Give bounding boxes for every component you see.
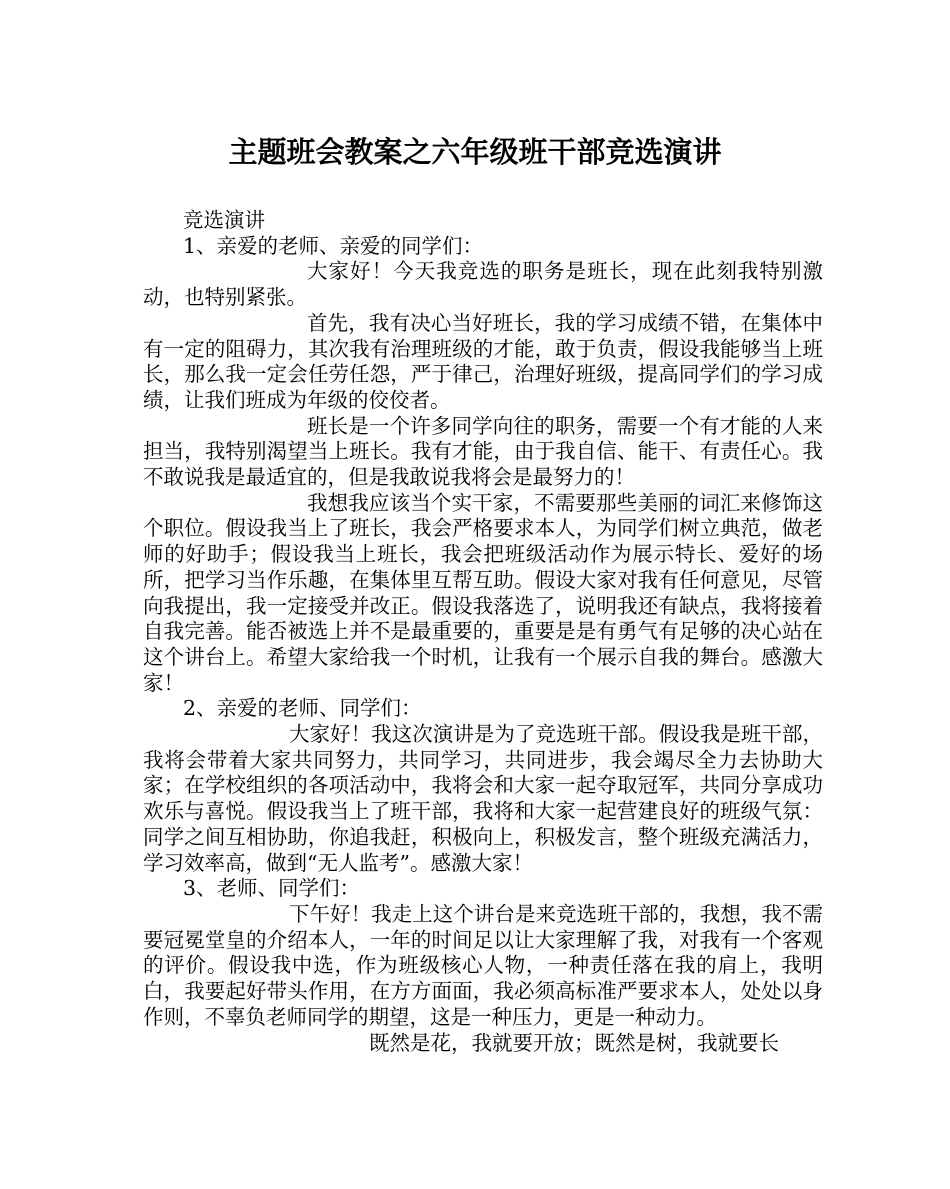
speech-3-heading: 3、老师、同学们： [183, 876, 361, 901]
speech-1-paragraph: 班长是一个许多同学向往的职务，需要一个有才能的人来担当，我特别渴望当上班长。我有才能，由于我自信、能干、有责任心。我不敢说我是最适宜的，但是我敢说我将会是最努力的！ [143, 413, 823, 490]
speech-3-paragraph: 下午好！我走上这个讲台是来竞选班干部的，我想，我不需要冠冕堂皇的介绍本人，一年的时间足以让大家理解了我，对我有一个客观的评价。假设我中选，作为班级核心人物，一种责任落在我的肩上，我明白，我要起好带头作用，在方方面面，我必须高标准严要求本人，处处以身作则，不辜负老师同学的期望，这是一种压力，更是一种动力。 [143, 901, 823, 1029]
section-label: 竞选演讲 [183, 208, 265, 232]
speech-3-paragraph: 既然是花，我就要开放；既然是树，我就要长 [369, 1030, 779, 1055]
speech-1-paragraph: 首先，我有决心当好班长，我的学习成绩不错，在集体中有一定的阻碍力，其次我有治理班级的才能，敢于负责，假设我能够当上班长，那么我一定会任劳任怨，严于律己，治理好班级，提高同学们的学习成绩，让我们班成为年级的佼佼者。 [143, 310, 823, 412]
speech-2-paragraph: 大家好！我这次演讲是为了竞选班干部。假设我是班干部，我将会带着大家共同努力，共同学习，共同进步，我会竭尽全力去协助大家；在学校组织的各项活动中，我将会和大家一起夺取冠军，共同分享成功欢乐与喜悦。假设我当上了班干部，我将和大家一起营建良好的班级气氛：同学之间互相协助，你追我赶，积极向上，积极发言，整个班级充满活力，学习效率高，做到“无人监考”。感激大家！ [143, 722, 823, 875]
speech-1-paragraph: 大家好！今天我竞选的职务是班长，现在此刻我特别激动，也特别紧张。 [143, 259, 823, 310]
speech-2-heading: 2、亲爱的老师、同学们： [183, 696, 422, 721]
speech-1-heading: 1、亲爱的老师、亲爱的同学们： [183, 233, 484, 258]
speech-1-paragraph: 我想我应该当个实干家，不需要那些美丽的词汇来修饰这个职位。假设我当上了班长，我会严格要求本人，为同学们树立典范，做老师的好助手；假设我当上班长，我会把班级活动作为展示特长、爱好的场所，把学习当作乐趣，在集体里互帮互助。假设大家对我有任何意见，尽管向我提出，我一定接受并改正。假设我落选了，说明我还有缺点，我将接着自我完善。能否被选上并不是最重要的，重要是是有勇气有足够的决心站在这个讲台上。希望大家给我一个时机，让我有一个展示自我的舞台。感激大家！ [143, 490, 823, 695]
document-body [143, 208, 823, 1056]
document-title: 主题班会教案之六年级班干部竞选演讲 [228, 135, 722, 169]
